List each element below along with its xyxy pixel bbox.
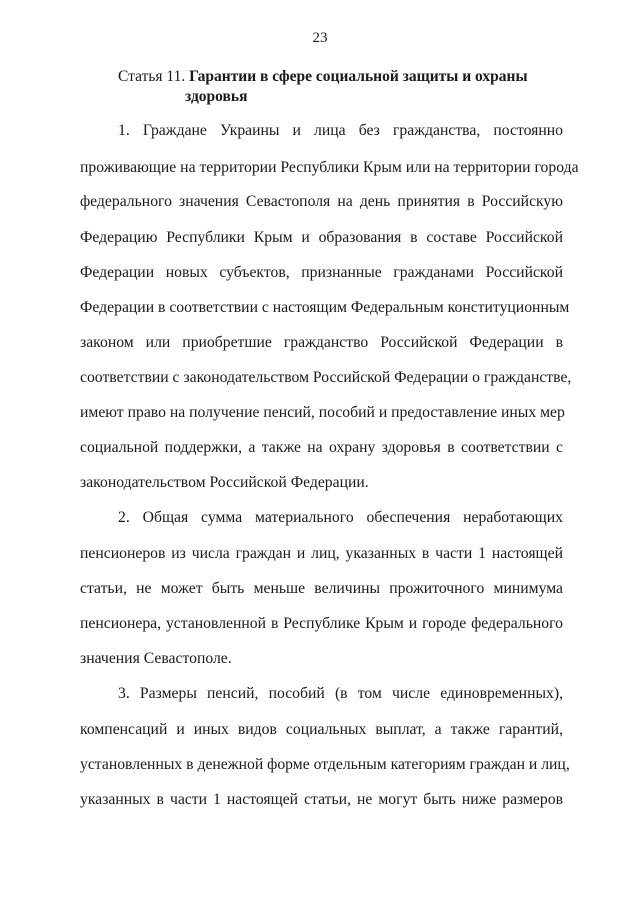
article-heading-line-1 [118,67,558,87]
paragraph-1-line: Федерацию Республики Крым и образования в составе Российской [80,229,563,246]
paragraph-1-line: законом или приобретшие гражданство Российской Федерации в [80,334,563,351]
paragraph-3-line: установленных в денежной форме отдельным категориям граждан и лиц, [80,756,570,773]
paragraph-1-line: социальной поддержки, а также на охрану здоровья в соответствии с [80,439,563,456]
paragraph-1-line: проживающие на территории Республики Крым или на территории города [80,159,579,176]
page-number: 23 [312,30,328,46]
paragraph-2-line: значения Севастополе. [80,650,232,667]
paragraph-2-line: 2. Общая сумма материального обеспечения неработающих [118,509,563,526]
paragraph-1-line: 1. Граждане Украины и лица без гражданства, постоянно [118,122,563,139]
paragraph-2-line: пенсионеров из числа граждан и лиц, указанных в части 1 настоящей [80,545,563,562]
paragraph-3-line: 3. Размеры пенсий, пособий (в том числе единовременных), [118,685,563,702]
paragraph-1-line: имеют право на получение пенсий, пособий и предоставление иных мер [80,404,565,421]
article-number: Статья 11. [118,68,186,85]
article-title-part-1: Гарантии в сфере социальной защиты и охраны [189,68,528,85]
paragraph-1-line: соответствии с законодательством Российской Федерации о гражданстве, [80,369,572,386]
paragraph-1-line: Федерации в соответствии с настоящим Федеральным конституционным [80,299,570,316]
paragraph-1-line: законодательством Российской Федерации. [80,474,369,491]
article-title-part-2: здоровья [185,88,248,105]
paragraph-3-line: компенсаций и иных видов социальных выплат, а также гарантий, [80,721,563,738]
paragraph-2-line: пенсионера, установленной в Республике Крым и городе федерального [80,615,563,632]
paragraph-3-line: указанных в части 1 настоящей статьи, не могут быть ниже размеров [80,791,563,808]
article-heading [118,67,558,107]
paragraph-2-line: статьи, не может быть меньше величины прожиточного минимума [80,580,563,597]
paragraph-1-line: федерального значения Севастополя на день принятия в Российскую [80,193,563,210]
paragraph-1-line: Федерации новых субъектов, признанные гражданами Российской [80,264,563,281]
